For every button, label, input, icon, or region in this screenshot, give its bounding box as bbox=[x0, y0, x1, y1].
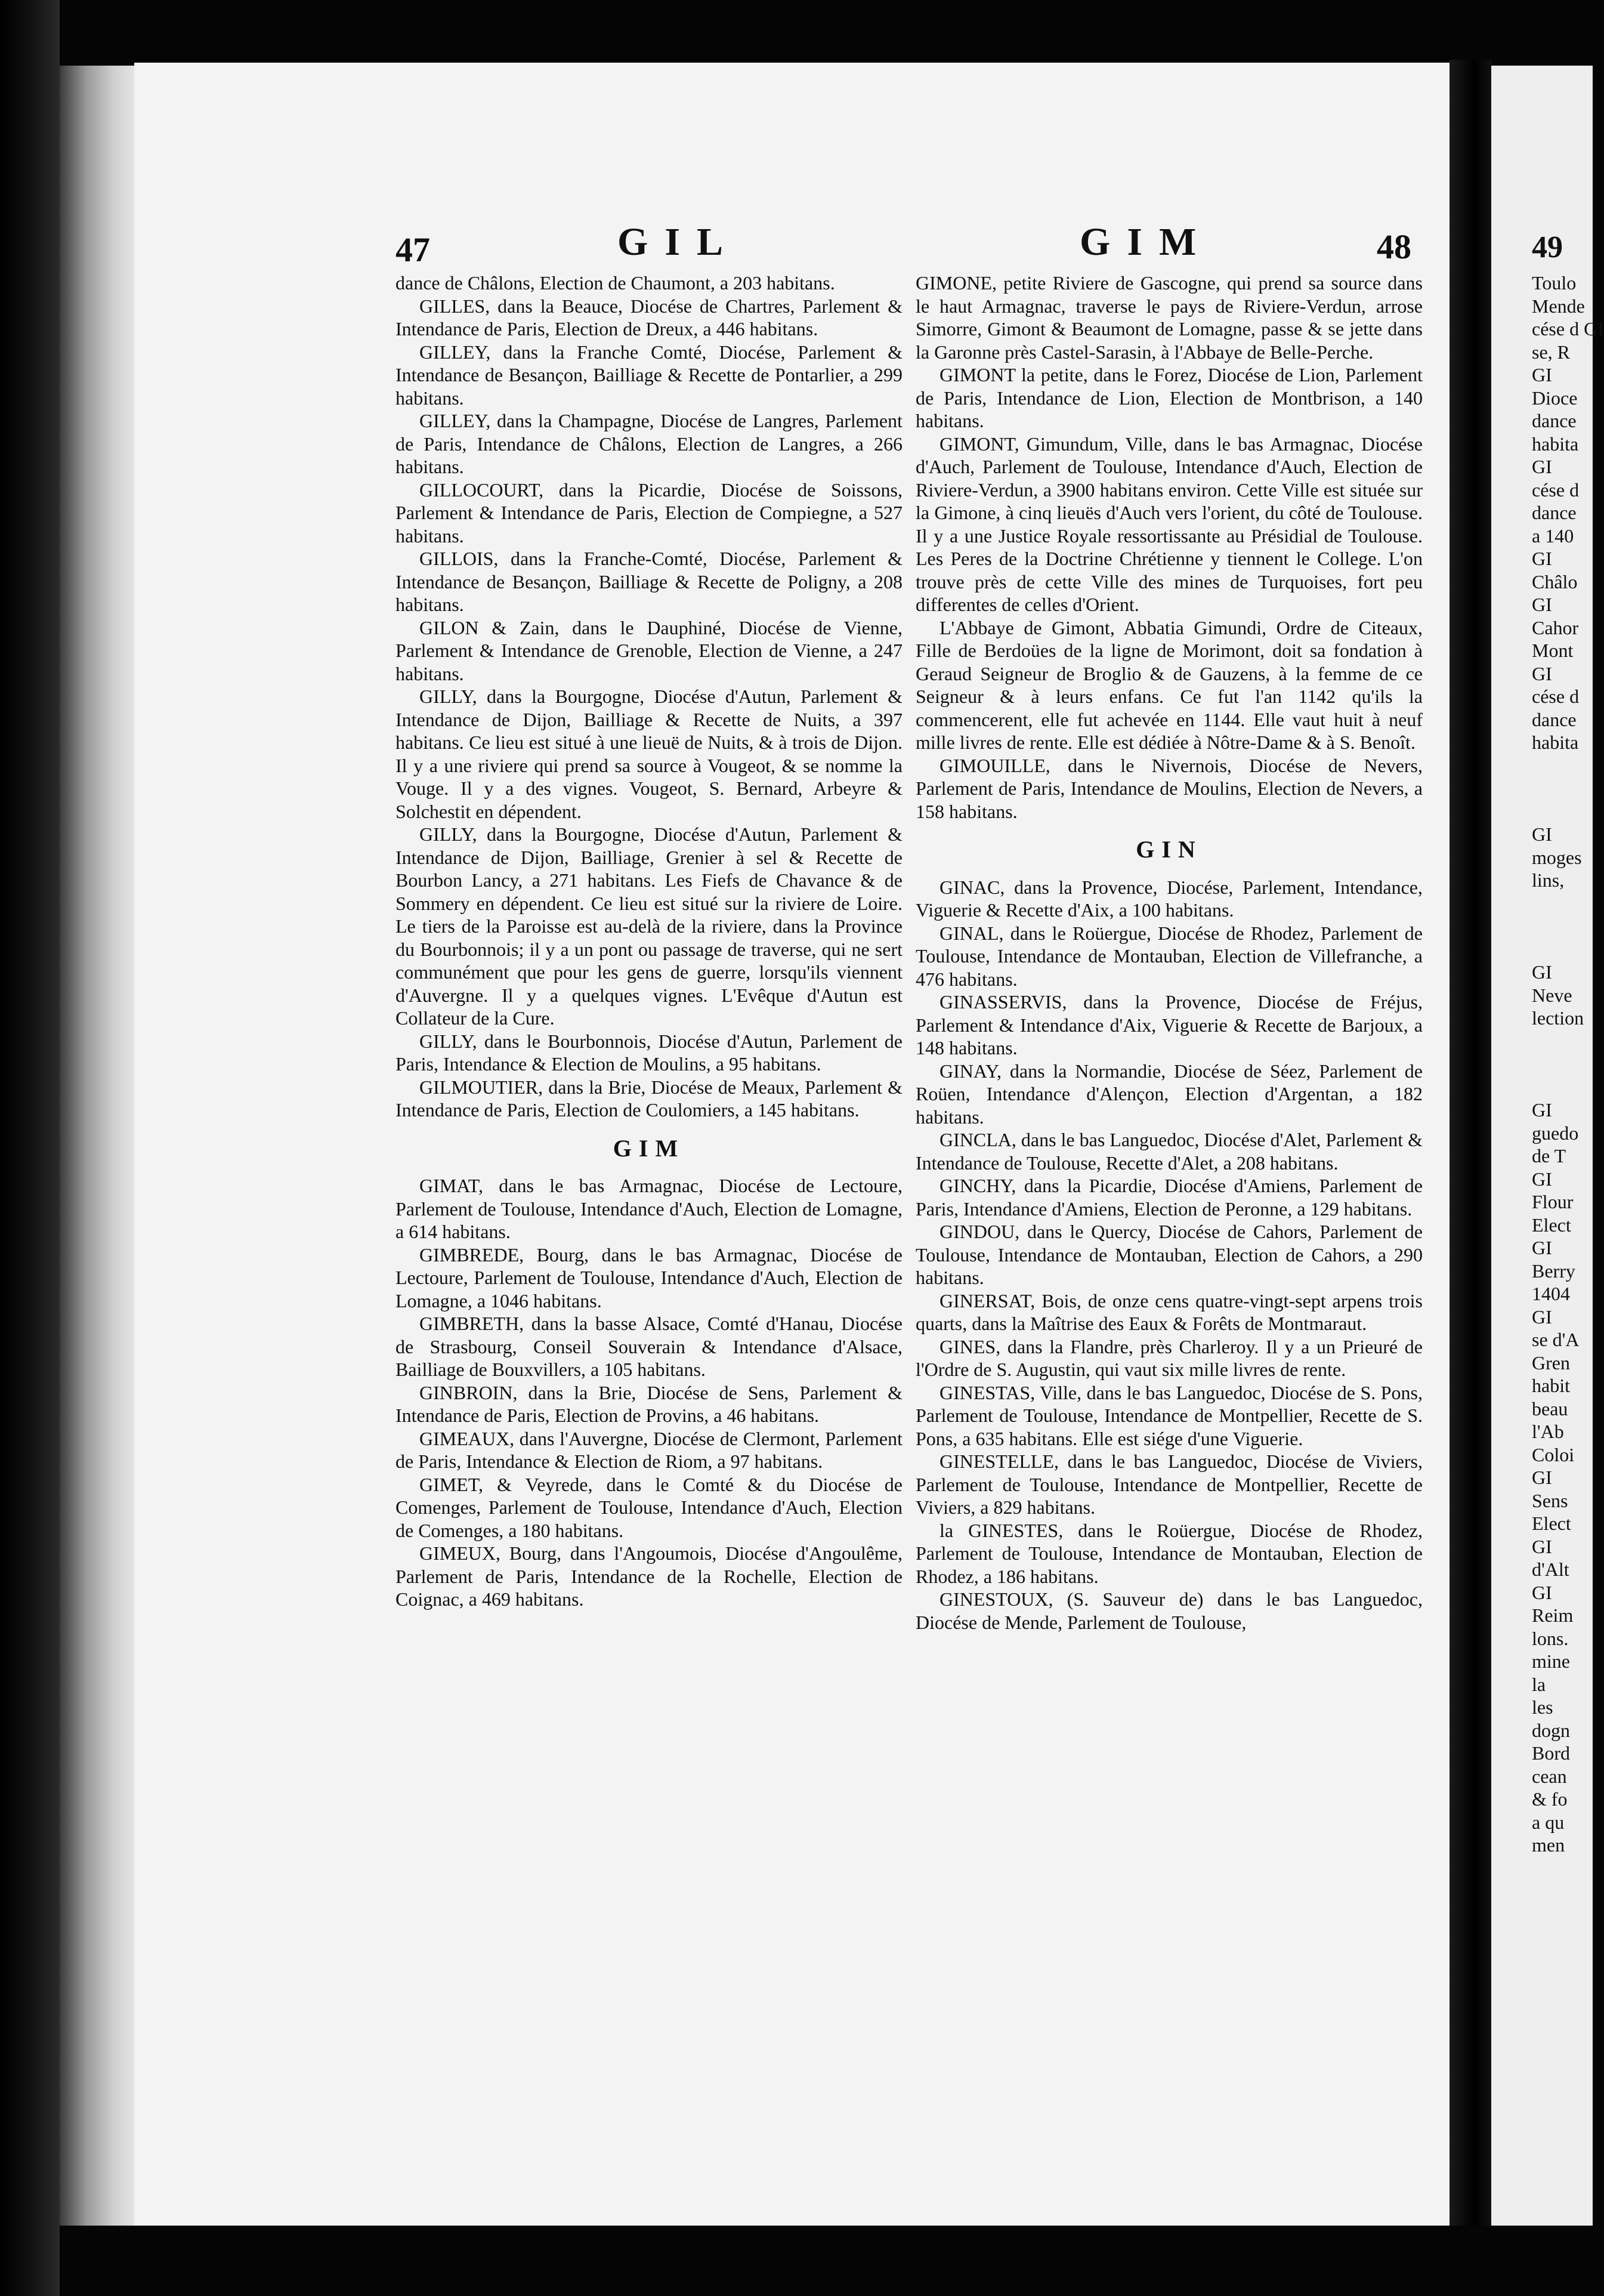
scan-bottom-border bbox=[60, 2226, 1593, 2296]
next-page-line-fragment: cean bbox=[1532, 1765, 1567, 1787]
gazetteer-entry: GILLES, dans la Beauce, Diocése de Chartres, Parlement & Intendance de Paris, Election de Dreux, a 446 habitans. bbox=[395, 295, 903, 340]
gazetteer-entry: GIMET, & Veyrede, dans le Comté & du Diocése de Comenges, Parlement de Toulouse, Intendance d'Auch, Election de Comenges, a 180 habitans. bbox=[395, 1473, 903, 1541]
section-heading: GIM bbox=[613, 1134, 685, 1162]
next-page-line-fragment: mine bbox=[1532, 1650, 1570, 1672]
next-page-line-fragment: GI bbox=[1532, 1099, 1552, 1121]
next-page-line-fragment bbox=[1532, 754, 1597, 777]
next-page-line-fragment: Flour bbox=[1532, 1191, 1574, 1212]
next-page-number: 49 bbox=[1532, 230, 1563, 264]
next-page-line-fragment: GI bbox=[1532, 1581, 1552, 1603]
gazetteer-entry: L'Abbaye de Gimont, Abbatia Gimundi, Ordre de Citeaux, Fille de Berdoües de la ligne de Morimont, doit sa fondation à Geraud Seigneur de Broglio & de Gauzens, à la femme de ce Seigneur & à leurs enfans. Ce fut l'an 1142 qu'ils la commencerent, elle fut achevée en 1144. Elle vaut huit à neuf mille livres de rente. Elle est dédiée à Nôtre-Dame & à S. Benoît. bbox=[916, 616, 1423, 753]
gazetteer-entry: GINAY, dans la Normandie, Diocése de Séez, Parlement de Roüen, Intendance d'Alençon, Election d'Argentan, a 182 habitans. bbox=[916, 1060, 1423, 1128]
gazetteer-entry: GINDOU, dans le Quercy, Diocése de Cahors, Parlement de Toulouse, Intendance de Montauban, Election de Cahors, a 290 habitans. bbox=[916, 1221, 1423, 1288]
gazetteer-entry: GIMBREDE, Bourg, dans le bas Armagnac, Diocése de Lectoure, Parlement de Toulouse, Intendance d'Auch, Election de Lomagne, a 1046 habitans. bbox=[395, 1243, 903, 1311]
next-page-line-fragment: se d'A bbox=[1532, 1329, 1580, 1350]
next-page-line-fragment: beau bbox=[1532, 1397, 1568, 1419]
next-page-line-fragment bbox=[1532, 1053, 1597, 1076]
gazetteer-entry: GIMEUX, Bourg, dans l'Angoumois, Diocése d'Angoulême, Parlement de Paris, Intendance de la Rochelle, Election de Coignac, a 469 habitans. bbox=[395, 1542, 903, 1610]
page-edge-shadow bbox=[60, 66, 137, 2226]
next-page-line-fragment: GI bbox=[1532, 1168, 1552, 1190]
next-page-text-fragments bbox=[1532, 271, 1604, 1857]
next-page-line-fragment: GI bbox=[1532, 1237, 1552, 1258]
next-page-line-fragment: les bbox=[1532, 1696, 1553, 1718]
next-page-line-fragment: Elect bbox=[1532, 1214, 1571, 1236]
next-page-line-fragment: a qu bbox=[1532, 1811, 1565, 1833]
next-page-line-fragment: 1404 bbox=[1532, 1283, 1570, 1304]
gazetteer-entry: GINESTELLE, dans le bas Languedoc, Diocése de Viviers, Parlement de Toulouse, Intendance de Montpellier, Recette de Viviers, a 829 habitans. bbox=[916, 1451, 1423, 1518]
gazetteer-entry: GIMONE, petite Riviere de Gascogne, qui prend sa source dans le haut Armagnac, traverse le pays de Riviere-Verdun, arrose Simorre, Gimont & Beaumont de Lomagne, passe & se jette dans la Garonne près Castel-Sarasin, à l'Abbaye de Belle-Perche. bbox=[916, 272, 1423, 363]
gazetteer-entry: GIMONT la petite, dans le Forez, Diocése de Lion, Parlement de Paris, Intendance de Lion, Election de Montbrison, a 140 habitans. bbox=[916, 364, 1423, 431]
next-page-line-fragment: & fo bbox=[1532, 1788, 1568, 1810]
left-text-column bbox=[395, 271, 903, 1611]
next-page-line-fragment: Berry bbox=[1532, 1260, 1575, 1282]
gazetteer-entry: GILLEY, dans la Champagne, Diocése de Langres, Parlement de Paris, Intendance de Châlons, Election de Langres, a 266 habitans. bbox=[395, 410, 903, 477]
next-page-line-fragment: GI bbox=[1532, 823, 1552, 845]
next-page-line-fragment: lection bbox=[1532, 1007, 1584, 1029]
next-page-line-fragment: cése d GI bbox=[1532, 318, 1604, 340]
next-page-line-fragment: GI bbox=[1532, 548, 1552, 569]
next-page-line-fragment: habit bbox=[1532, 1375, 1570, 1396]
next-page-line-fragment: habita bbox=[1532, 732, 1579, 753]
next-page-line-fragment bbox=[1532, 892, 1597, 915]
right-text-column bbox=[916, 271, 1423, 1634]
next-page-line-fragment: Mont bbox=[1532, 640, 1574, 661]
next-page-line-fragment: Dioce bbox=[1532, 387, 1578, 409]
gazetteer-entry: GINES, dans la Flandre, près Charleroy. Il y a un Prieuré de l'Ordre de S. Augustin, qui vaut six mille livres de rente. bbox=[916, 1335, 1423, 1380]
next-page-line-fragment: GI bbox=[1532, 662, 1552, 684]
next-page-line-fragment: guedo bbox=[1532, 1122, 1579, 1144]
next-page-line-fragment: Châlo bbox=[1532, 570, 1578, 592]
gazetteer-entry: GILLY, dans le Bourbonnois, Diocése d'Autun, Parlement de Paris, Intendance & Election de Moulins, a 95 habitans. bbox=[395, 1030, 903, 1075]
gazetteer-entry: GIMAT, dans le bas Armagnac, Diocése de Lectoure, Parlement de Toulouse, Intendance d'Auch, Election de Lomagne, a 614 habitans. bbox=[395, 1175, 903, 1242]
gazetteer-entry: GILLY, dans la Bourgogne, Diocése d'Autun, Parlement & Intendance de Dijon, Bailliage & Recette de Nuits, a 397 habitans. Ce lieu est situé à une lieuë de Nuits, & à trois de Dijon. Il y a une riviere qui prend sa source à Vougeot, & se nomme la Vouge. Il y a des vignes. Vougeot, S. Bernard, Arbeyre & Solchestit en dépendent. bbox=[395, 686, 903, 822]
gazetteer-entry: GILON & Zain, dans le Dauphiné, Diocése de Vienne, Parlement & Intendance de Grenoble, Election de Vienne, a 247 habitans. bbox=[395, 616, 903, 684]
gazetteer-entry: GIMBRETH, dans la basse Alsace, Comté d'Hanau, Diocése de Strasbourg, Conseil Souverain & Intendance d'Alsace, Bailliage de Bouxvillers, a 105 habitans. bbox=[395, 1313, 903, 1380]
gazetteer-entry: la GINESTES, dans le Roüergue, Diocése de Rhodez, Parlement de Toulouse, Intendance de Montauban, Election de Rhodez, a 186 habitans. bbox=[916, 1519, 1423, 1587]
next-page-line-fragment: GI bbox=[1532, 456, 1552, 477]
next-page-line-fragment bbox=[1532, 1076, 1597, 1099]
gazetteer-entry: GINESTOUX, (S. Sauveur de) dans le bas Languedoc, Diocése de Mende, Parlement de Toulouse, bbox=[916, 1588, 1423, 1633]
next-page-line-fragment: a 140 bbox=[1532, 524, 1574, 547]
next-page-line-fragment bbox=[1532, 1030, 1597, 1053]
next-page-line-fragment bbox=[1532, 938, 1597, 961]
left-page-number: 47 bbox=[395, 230, 430, 269]
next-page-line-fragment bbox=[1532, 800, 1597, 823]
gazetteer-entry: GINAC, dans la Provence, Diocése, Parlement, Intendance, Viguerie & Recette d'Aix, a 100 habitans. bbox=[916, 876, 1423, 921]
gazetteer-entry: GIMEAUX, dans l'Auvergne, Diocése de Clermont, Parlement de Paris, Intendance & Election de Riom, a 97 habitans. bbox=[395, 1427, 903, 1472]
next-page-line-fragment: se, R bbox=[1532, 341, 1570, 363]
section-heading: GIN bbox=[1136, 836, 1203, 863]
next-page-line-fragment: de T bbox=[1532, 1145, 1566, 1166]
gazetteer-entry: GILLY, dans la Bourgogne, Diocése d'Autun, Parlement & Intendance de Dijon, Bailliage, Grenier à sel & Recette de Bourbon Lancy, a 271 habitans. Les Fiefs de Chavance & de Sommery en dépendent. Ce lieu est situé sur la riviere de Loire. Le tiers de la Paroisse est au-delà de la riviere, dans la Province du Bourbonnois; il y a un pont ou passage de traverse, qui ne sert communément que pour les gens de guerre, lorsqu'ils viennent d'Auvergne. Il y a quelques vignes. L'Evêque d'Autun est Collateur de la Cure. bbox=[395, 823, 903, 1029]
gazetteer-entry: GILLOCOURT, dans la Picardie, Diocése de Soissons, Parlement & Intendance de Paris, Election de Compiegne, a 527 habitans. bbox=[395, 479, 903, 547]
next-page-line-fragment: d'Alt bbox=[1532, 1559, 1569, 1580]
next-page-line-fragment: la bbox=[1532, 1673, 1546, 1695]
gazetteer-entry: GINAL, dans le Roüergue, Diocése de Rhodez, Parlement de Toulouse, Intendance de Montauban, Election de Villefranche, a 476 habitans. bbox=[916, 922, 1423, 990]
next-page-line-fragment: GI bbox=[1532, 1467, 1552, 1488]
book-gutter bbox=[1450, 60, 1491, 2232]
gazetteer-entry: GINERSAT, Bois, de onze cens quatre-vingt-sept arpens trois quarts, dans la Maîtrise des Eaux & Forêts de Montmaraut. bbox=[916, 1289, 1423, 1334]
left-running-head: GIL bbox=[617, 220, 740, 264]
next-page-line-fragment: lons. bbox=[1532, 1627, 1569, 1649]
next-page-line-fragment: dogn bbox=[1532, 1719, 1570, 1741]
next-page-line-fragment: GI bbox=[1532, 1535, 1552, 1557]
next-page-line-fragment: dance bbox=[1532, 502, 1577, 523]
book-spine-left bbox=[0, 0, 60, 2296]
gazetteer-entry: dance de Châlons, Election de Chaumont, a 203 habitans. bbox=[395, 272, 835, 294]
gazetteer-entry: GIMOUILLE, dans le Nivernois, Diocése de Nevers, Parlement de Paris, Intendance de Moulins, Election de Nevers, a 158 habitans. bbox=[916, 754, 1423, 822]
next-page-line-fragment: cése d bbox=[1532, 479, 1580, 501]
gazetteer-entry: GILLEY, dans la Franche Comté, Diocése, Parlement & Intendance de Besançon, Bailliage & Recette de Pontarlier, a 299 habitans. bbox=[395, 341, 903, 409]
next-page-line-fragment: GI bbox=[1532, 961, 1552, 983]
next-page-line-fragment: GI bbox=[1532, 594, 1552, 615]
gazetteer-entry: GINCLA, dans le bas Languedoc, Diocése d'Alet, Parlement & Intendance de Toulouse, Recette d'Alet, a 208 habitans. bbox=[916, 1129, 1423, 1174]
next-page-line-fragment: habita bbox=[1532, 433, 1579, 455]
gazetteer-entry: GINCHY, dans la Picardie, Diocése d'Amiens, Parlement de Paris, Intendance d'Amiens, Election de Peronne, a 129 habitans. bbox=[916, 1175, 1423, 1220]
next-page-line-fragment: Coloi bbox=[1532, 1443, 1575, 1465]
next-page-line-fragment: men bbox=[1532, 1834, 1565, 1856]
gazetteer-entry: GINBROIN, dans la Brie, Diocése de Sens, Parlement & Intendance de Paris, Election de Provins, a 46 habitans. bbox=[395, 1381, 903, 1426]
gazetteer-entry: GILLOIS, dans la Franche-Comté, Diocése, Parlement & Intendance de Besançon, Bailliage & Recette de Poligny, a 208 habitans. bbox=[395, 548, 903, 615]
gazetteer-entry: GIMONT, Gimundum, Ville, dans le bas Armagnac, Diocése d'Auch, Parlement de Toulouse, Intendance d'Auch, Election de Riviere-Verdun, a 3900 habitans environ. Cette Ville est située sur la Gimone, à cinq lieuës d'Auch vers l'orient, du côté de Toulouse. Il y a une Justice Royale ressortissante au Présidial de Toulouse. Les Peres de la Doctrine Chrétienne y tiennent le College. L'on trouve près de cette Ville des mines de Turquoises, fort peu differentes de celles d'Orient. bbox=[916, 433, 1423, 615]
next-page-line-fragment: Gren bbox=[1532, 1351, 1570, 1374]
next-page-line-fragment: Elect bbox=[1532, 1513, 1571, 1534]
next-page-line-fragment: Toulo bbox=[1532, 272, 1577, 294]
next-page-line-fragment: dance bbox=[1532, 708, 1577, 730]
next-page-line-fragment: Neve bbox=[1532, 984, 1572, 1006]
next-page-line-fragment: Bord bbox=[1532, 1742, 1570, 1764]
next-page-line-fragment bbox=[1532, 915, 1597, 938]
next-page-line-fragment: Sens bbox=[1532, 1489, 1568, 1511]
next-page-line-fragment: dance bbox=[1532, 410, 1577, 431]
next-page-line-fragment: l'Ab bbox=[1532, 1421, 1564, 1442]
next-page-line-fragment: Cahor bbox=[1532, 616, 1579, 638]
next-page-line-fragment: lins, bbox=[1532, 869, 1565, 891]
next-page-line-fragment: Mende bbox=[1532, 295, 1585, 317]
next-page-line-fragment bbox=[1532, 777, 1597, 800]
right-page-number: 48 bbox=[1377, 227, 1411, 266]
next-page-line-fragment: moges bbox=[1532, 846, 1582, 868]
gazetteer-entry: GILMOUTIER, dans la Brie, Diocése de Meaux, Parlement & Intendance de Paris, Election de Coulomiers, a 145 habitans. bbox=[395, 1076, 903, 1121]
gazetteer-entry: GINESTAS, Ville, dans le bas Languedoc, Diocése de S. Pons, Parlement de Toulouse, Intendance de Montpellier, Recette de S. Pons, a 635 habitans. Elle est siége d'une Viguerie. bbox=[916, 1381, 1423, 1449]
next-page-line-fragment: GI bbox=[1532, 364, 1552, 385]
gazetteer-entry: GINASSERVIS, dans la Provence, Diocése de Fréjus, Parlement & Intendance d'Aix, Viguerie & Recette de Barjoux, a 148 habitans. bbox=[916, 991, 1423, 1058]
next-page-line-fragment: GI bbox=[1532, 1306, 1552, 1328]
right-running-head: GIM bbox=[1080, 220, 1213, 264]
next-page-line-fragment: cése d bbox=[1532, 686, 1580, 707]
next-page-line-fragment: Reim bbox=[1532, 1604, 1574, 1626]
